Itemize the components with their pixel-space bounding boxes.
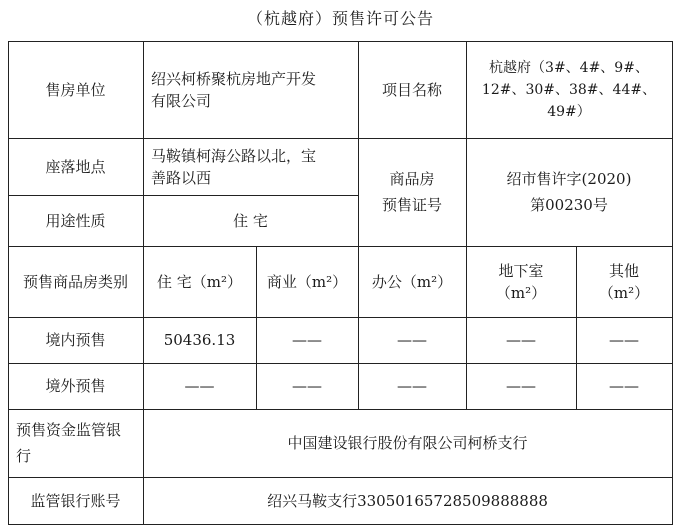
foreign-basement: ——: [506, 377, 536, 395]
domestic-residential: 50436.13: [163, 331, 236, 349]
domestic-commercial: ——: [292, 331, 322, 349]
domestic-office: ——: [397, 331, 427, 349]
location-label: 座落地点: [45, 157, 106, 176]
account-value: 绍兴马鞍支行33050165728509888888: [267, 491, 548, 510]
header-residential: 住 宅（m²）: [156, 272, 242, 291]
domestic-basement: ——: [506, 331, 536, 349]
project-name-label: 项目名称: [381, 80, 442, 99]
account-label: 监管银行账号: [30, 491, 121, 510]
domestic-label: 境内预售: [45, 331, 106, 349]
header-commercial: 商业（m²）: [266, 272, 348, 291]
fund-bank-value: 中国建设银行股份有限公司柯桥支行: [287, 434, 528, 452]
header-office: 办公（m²）: [371, 272, 453, 291]
foreign-office: ——: [397, 377, 427, 395]
location-value: 马鞍镇柯海公路以北，宝 善路以西: [151, 146, 317, 187]
seller-value: 绍兴柯桥聚杭房地产开发 有限公司: [151, 69, 317, 110]
project-name-text: 杭越府（3#、4#、9#、12#、30#、38#、44#、49#）: [481, 59, 657, 120]
foreign-other: ——: [609, 377, 639, 395]
project-name-value: [466, 41, 672, 138]
cert-value: 绍市售许字(2020) 第00230号: [506, 170, 632, 214]
domestic-other: ——: [609, 331, 639, 349]
seller-label: 售房单位: [45, 80, 106, 99]
foreign-residential: ——: [184, 377, 215, 395]
header-basement: 地下室 （m²）: [495, 261, 547, 302]
page-title: （杭越府）预售许可公告: [246, 9, 434, 28]
header-other: 其他 （m²）: [598, 261, 650, 302]
category-label: 预售商品房类别: [22, 272, 128, 291]
cert-label: 商品房 预售证号: [381, 170, 442, 214]
fund-bank-label: 预售资金监管银 行: [16, 421, 122, 465]
foreign-commercial: ——: [292, 377, 322, 395]
foreign-label: 境外预售: [45, 377, 106, 395]
usage-value: 住 宅: [233, 211, 268, 230]
usage-label: 用途性质: [45, 211, 106, 230]
